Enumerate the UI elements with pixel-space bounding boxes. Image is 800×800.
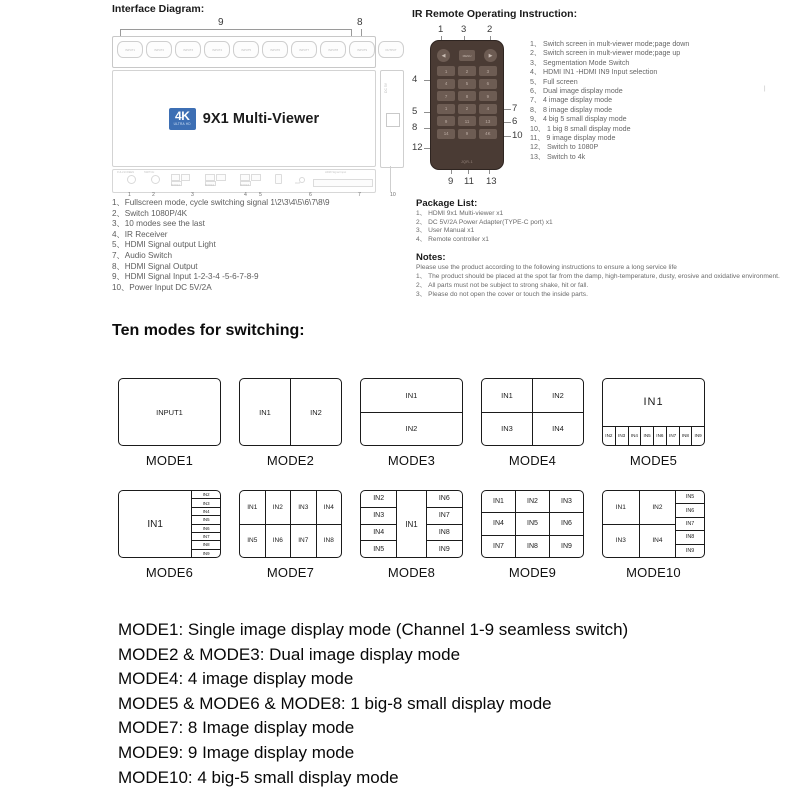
mode-diagram-mode8 (360, 490, 463, 580)
mode-diagram-mode3 (360, 378, 463, 468)
mode8-label: MODE8 (387, 565, 436, 580)
ir-callout-3: 3 (461, 24, 467, 35)
device-model-name: 9X1 Multi-Viewer (202, 110, 320, 127)
mode-description-item: MODE9: 9 Image display mode (118, 742, 355, 762)
legend-item: 9、HDMI Signal Input 1-2-3-4 -5-6-7-8-9 (112, 272, 259, 282)
port-label: INPUT8 (328, 47, 338, 52)
remote-key[interactable]: 3 (479, 66, 497, 76)
ir-instruction-item: 10、 1 big 8 small display mode (530, 124, 631, 133)
port-input1 (117, 41, 143, 58)
package-list-heading: Package List: (416, 198, 478, 209)
mode-port-icon (216, 174, 226, 181)
mode10-cell: IN4 (639, 525, 676, 558)
remote-key[interactable]: 4 (437, 79, 455, 89)
mode1-cell: INPUT1 (156, 407, 183, 417)
mode10-side-cell: IN5 (685, 494, 695, 501)
mode5-small-cell: IN6 (653, 427, 666, 445)
package-list (416, 210, 791, 244)
mode6-small-cell: IN3 (192, 498, 220, 506)
control-panel-label: MODE1 (171, 184, 181, 187)
mode9-cell: IN9 (549, 536, 583, 557)
mode10-label: MODE10 (626, 565, 681, 580)
port-input3 (175, 41, 201, 58)
mode10-cell: IN2 (639, 491, 676, 524)
ir-remote-illustration (412, 24, 792, 194)
mode-port-icon (171, 174, 180, 181)
mode9-cell: IN8 (515, 536, 549, 557)
port-label: INPUT6 (270, 47, 280, 52)
mode9-label: MODE9 (508, 565, 557, 580)
ir-instruction-item: 6、 Dual image display mode (530, 87, 623, 96)
remote-key[interactable]: 6 (479, 79, 497, 89)
mode5-small-cell: IN5 (640, 427, 653, 445)
port-label: OUTPUT (385, 47, 397, 52)
control-panel-label: HDMI Signal Input (325, 171, 347, 174)
ir-callout-5: 5 (412, 106, 418, 117)
mode5-small-cell: IN3 (615, 427, 628, 445)
mode8-right-cell: IN9 (427, 540, 462, 557)
port-input6 (262, 41, 288, 58)
ir-instruction-list (530, 40, 689, 162)
psu-connector-icon (386, 113, 400, 127)
ir-receiver-icon (275, 174, 282, 184)
mode-description-list (118, 618, 788, 790)
mode1-label: MODE1 (145, 453, 194, 468)
ir-callout-2: 2 (487, 24, 493, 35)
notes-block (416, 252, 791, 299)
ir-callout-1: 1 (438, 24, 444, 35)
mode10-box (602, 490, 705, 558)
package-item: 1、 HDMI 9x1 Multi-viewer x1 (416, 210, 504, 217)
ir-instruction-item: 4、 HDMI IN1 -HDMI IN9 Input selection (530, 68, 658, 77)
mode9-cell: IN2 (515, 491, 549, 512)
mode-diagram-mode10 (602, 490, 705, 580)
segmentation-mode-button[interactable]: MENU (459, 50, 475, 61)
mode8-left-cell: IN3 (361, 507, 396, 524)
port-label: INPUT3 (183, 47, 193, 52)
mode2-cell: IN1 (259, 407, 271, 417)
mode-description-item: MODE2 & MODE3: Dual image display mode (118, 644, 461, 664)
ir-instruction-item: 8、 8 image display mode (530, 105, 613, 114)
port-input4 (204, 41, 230, 58)
hdmi-input-bank-icon (313, 179, 373, 187)
mode-diagram-row-1 (118, 378, 705, 468)
port-label: INPUT9 (357, 47, 367, 52)
notes-item: 1、 The product should be placed at the spot far from the damp, high-temperature, dusty, erosive and oxidative environment. (416, 273, 780, 281)
ir-callout-9: 9 (448, 176, 454, 187)
mode9-cell: IN1 (493, 498, 504, 506)
callout-4: 4 (244, 192, 247, 198)
remote-key[interactable]: 14 (437, 129, 455, 139)
mode6-main-cell: IN1 (147, 518, 163, 530)
remote-key[interactable]: 7 (437, 91, 455, 101)
legend-item: 7、Audio Switch (112, 250, 173, 260)
control-panel-label: FULLSCREEN (117, 171, 135, 174)
mode-diagram-mode5 (602, 378, 705, 468)
remote-key[interactable]: 4 (479, 104, 497, 114)
mode2-label: MODE2 (266, 453, 315, 468)
ir-callout-13: 13 (486, 176, 497, 187)
ir-instruction-item: 13、 Switch to 4k (530, 152, 586, 161)
callout-3: 3 (191, 192, 194, 198)
mode-diagram-mode2 (239, 378, 342, 468)
legend-item: 8、HDMI Signal Output (112, 261, 198, 271)
port-input7 (291, 41, 317, 58)
remote-key[interactable]: 13 (479, 116, 497, 126)
remote-key[interactable]: 9 (458, 129, 476, 139)
mode-port-icon (205, 174, 215, 181)
remote-key[interactable]: 11 (458, 116, 476, 126)
mode-port-icon (240, 174, 250, 181)
ir-instruction-item: 5、 Full screen (530, 77, 578, 86)
ir-instruction-item: 12、 Switch to 1080P (530, 143, 599, 152)
notes-heading: Notes: (416, 252, 446, 264)
interface-diagram-section (112, 3, 402, 293)
mode9-cell: IN6 (549, 513, 583, 534)
output-tick (361, 29, 362, 36)
legend-item: 5、HDMI Signal output Light (112, 240, 216, 250)
ten-modes-heading: Ten modes for switching: (112, 322, 305, 339)
port-label: INPUT1 (125, 47, 135, 52)
ir-instruction-item: 2、 Switch screen in mult-viewer mode;page up (530, 49, 681, 58)
port-output (378, 41, 404, 58)
package-item: 3、 User Manual x1 (416, 227, 475, 235)
mode2-box (239, 378, 342, 446)
ir-callout-4: 4 (412, 74, 418, 85)
mode8-left-cell: IN5 (361, 540, 396, 557)
mode5-box (602, 378, 705, 446)
ir-remote-section (412, 8, 792, 194)
mode6-small-cell: IN5 (192, 515, 220, 523)
mode3-cell: IN1 (405, 390, 418, 400)
mode6-small-cell: IN8 (192, 540, 220, 548)
notes-item: 2、 All parts must not be subject to strong shake, hit or fall. (416, 281, 589, 289)
page-up-button[interactable]: ▶ (484, 49, 497, 62)
remote-key[interactable]: 1 (437, 104, 455, 114)
callout-2: 2 (152, 192, 155, 198)
mode-description-item: MODE4: 4 image display mode (118, 669, 354, 689)
mode10-side-cell: IN7 (676, 517, 704, 530)
mode8-left-cell: IN2 (373, 495, 385, 503)
mode7-cell: IN8 (316, 525, 342, 558)
mode4-label: MODE4 (508, 453, 557, 468)
mode10-cell: IN3 (615, 537, 626, 545)
ir-remote-body (430, 40, 504, 170)
mode6-label: MODE6 (145, 565, 194, 580)
port-label: INPUT7 (299, 47, 309, 52)
mode8-main-cell: IN1 (396, 491, 425, 557)
mode5-small-cell: IN9 (691, 427, 704, 445)
mode8-box (360, 490, 463, 558)
remote-key[interactable]: 2 (458, 66, 476, 76)
port-label: INPUT5 (241, 47, 251, 52)
output-brace-label: 8 (357, 17, 363, 28)
ir-callout-11: 11 (464, 176, 474, 187)
remote-key[interactable]: 8 (458, 91, 476, 101)
device-illustration (112, 18, 402, 196)
mode6-small-cell: IN6 (192, 524, 220, 532)
mode-description-item: MODE10: 4 big-5 small display mode (118, 767, 399, 787)
port-row (117, 41, 404, 58)
ir-instruction-item: 7、 4 image display mode (530, 96, 613, 105)
notes-lead-text: Please use the product according to the following instructions to ensure a long service life (416, 264, 677, 272)
mode3-cell: IN2 (361, 412, 462, 446)
mode8-right-cell: IN6 (438, 495, 450, 503)
interface-diagram-heading: Interface Diagram: (112, 3, 205, 15)
mode7-cell: IN7 (290, 525, 316, 558)
ir-callout-7: 7 (512, 103, 518, 114)
mode6-box (118, 490, 221, 558)
page-down-button[interactable]: ◀ (437, 49, 450, 62)
mode4-box (481, 378, 584, 446)
mode8-left-cell: IN4 (361, 524, 396, 541)
remote-keypad (437, 66, 497, 139)
package-and-notes-section (416, 198, 791, 300)
mode4-cell: IN2 (532, 379, 583, 412)
logo-main-text: 4K (175, 109, 190, 124)
logo-sub-text: ULTRA HD (173, 122, 191, 127)
legend-item: 10、Power Input DC 5V/2A (112, 282, 212, 292)
callout-6: 6 (309, 192, 312, 198)
mode5-small-cell: IN4 (628, 427, 641, 445)
power-input-module (380, 70, 404, 168)
ir-callout-6: 6 (512, 116, 518, 127)
input-brace-label: 9 (218, 17, 224, 28)
control-panel-label: MODE2 (205, 184, 215, 187)
mode4-cell: IN4 (532, 413, 583, 446)
notes-list (416, 273, 791, 299)
mode3-box (360, 378, 463, 446)
mode7-cell: IN5 (247, 537, 258, 545)
mode10-side-cell: IN6 (676, 503, 704, 516)
mode6-small-cell: IN4 (192, 507, 220, 515)
device-rear-panel (112, 36, 397, 68)
mode7-cell: IN4 (316, 491, 342, 524)
mode7-cell: IN2 (265, 491, 291, 524)
port-input9 (349, 41, 375, 58)
control-panel-label: MODE3 (240, 184, 250, 187)
notes-item: 3、 Please do not open the cover or touch the inside parts. (416, 290, 588, 298)
ir-instruction-item: 9、 4 big 5 small display mode (530, 115, 627, 124)
mode5-main-cell: IN1 (643, 396, 664, 409)
mode-port-icon (181, 174, 190, 181)
mode5-label: MODE5 (629, 453, 678, 468)
remote-key[interactable]: 2 (458, 104, 476, 114)
mode-diagram-mode9 (481, 490, 584, 580)
mode6-small-cell: IN7 (192, 532, 220, 540)
mode-diagram-mode7 (239, 490, 342, 580)
callout-7: 7 (358, 192, 361, 198)
mode7-cell: IN3 (290, 491, 316, 524)
mode7-cell: IN6 (265, 525, 291, 558)
mode9-cell: IN3 (549, 491, 583, 512)
port-input2 (146, 41, 172, 58)
mode10-cell: IN1 (615, 503, 626, 511)
mode10-side-cell: IN9 (676, 544, 704, 557)
port-label: INPUT4 (212, 47, 222, 52)
legend-item: 2、Switch 1080P/4K (112, 208, 188, 218)
package-item: 4、 Remote controller x1 (416, 235, 489, 243)
mode6-small-cell: IN9 (192, 549, 220, 557)
mode7-box (239, 490, 342, 558)
callout-10: 10 (390, 192, 396, 198)
mode-port-icon (251, 174, 261, 181)
mode-description-item: MODE1: Single image display mode (Channel 1-9 seamless switch) (118, 620, 629, 639)
control-panel-label: OUT (295, 182, 301, 185)
mode5-small-cell: IN2 (605, 433, 613, 439)
legend-item: 1、Fullscreen mode, cycle switching signal 1\2\3\4\5\6\7\8\9 (112, 198, 330, 207)
port-input5 (233, 41, 259, 58)
mode-diagram-row-2 (118, 490, 705, 580)
ir-callout-8: 8 (412, 122, 418, 133)
mode8-right-cell: IN8 (427, 524, 462, 541)
fullscreen-knob-icon (127, 175, 136, 184)
legend-item: 3、10 modes see the last (112, 219, 205, 229)
mode9-cell: IN5 (515, 513, 549, 534)
mode8-right-cell: IN7 (427, 507, 462, 524)
mode5-small-cell: IN8 (679, 427, 692, 445)
callout-1: 1 (128, 192, 131, 198)
remote-key[interactable]: 5 (458, 79, 476, 89)
mode7-cell: IN1 (247, 503, 258, 511)
ir-instruction-item: 11、 9 image display mode (530, 134, 616, 143)
mode-description-item: MODE7: 8 Image display mode (118, 718, 355, 738)
legend-item: 4、IR Receiver (112, 229, 168, 239)
device-front-face (112, 70, 376, 167)
mode4-cell: IN3 (501, 424, 513, 434)
mode1-box (118, 378, 221, 446)
mode-diagram-mode1 (118, 378, 221, 468)
remote-key[interactable]: 4K (479, 129, 497, 139)
callout-5: 5 (259, 192, 262, 198)
remote-key[interactable]: 9 (437, 116, 455, 126)
mode4-cell: IN1 (501, 390, 513, 400)
package-item: 2、 DC 5V/2A Power Adapter(TYPE-C port) x1 (416, 218, 553, 226)
mode9-cell: IN7 (493, 542, 504, 550)
mode9-box (481, 490, 584, 558)
psu-lead-line (390, 166, 391, 192)
mode2-cell: IN2 (290, 379, 341, 445)
4k-ultra-hd-logo-icon (169, 108, 196, 130)
switch-knob-icon (151, 175, 160, 184)
ir-instruction-item: 3、 Segmentation Mode Switch (530, 58, 630, 67)
control-panel-label: SWITCH (144, 171, 155, 174)
mode5-small-cell: IN7 (666, 427, 679, 445)
device-control-panel (112, 169, 376, 193)
ir-remote-heading: IR Remote Operating Instruction: (412, 8, 578, 20)
mode10-side-cell: IN8 (676, 530, 704, 543)
mode3-label: MODE3 (387, 453, 436, 468)
callout-number-row (112, 192, 404, 203)
port-input8 (320, 41, 346, 58)
remote-top-button-row (437, 48, 497, 63)
remote-brand-label: JQR-1 (461, 160, 473, 164)
mode6-small-cell: IN2 (202, 492, 210, 498)
interface-legend-list (112, 198, 402, 293)
ir-callout-12: 12 (412, 142, 423, 153)
ir-callout-10: 10 (512, 130, 523, 141)
mode-diagram-mode4 (481, 378, 584, 468)
stray-mark: | (764, 86, 766, 92)
port-label: INPUT2 (154, 47, 164, 52)
mode-description-item: MODE5 & MODE6 & MODE8: 1 big-8 small display mode (118, 693, 552, 713)
remote-key[interactable]: 9 (479, 91, 497, 101)
ir-instruction-item: 1、 Switch screen in mult-viewer mode;page down (530, 40, 690, 48)
mode9-cell: IN4 (493, 520, 504, 528)
remote-key[interactable]: 1 (437, 66, 455, 76)
mode-diagram-mode6 (118, 490, 221, 580)
psu-label: DC 5V (384, 83, 388, 93)
mode7-label: MODE7 (266, 565, 315, 580)
